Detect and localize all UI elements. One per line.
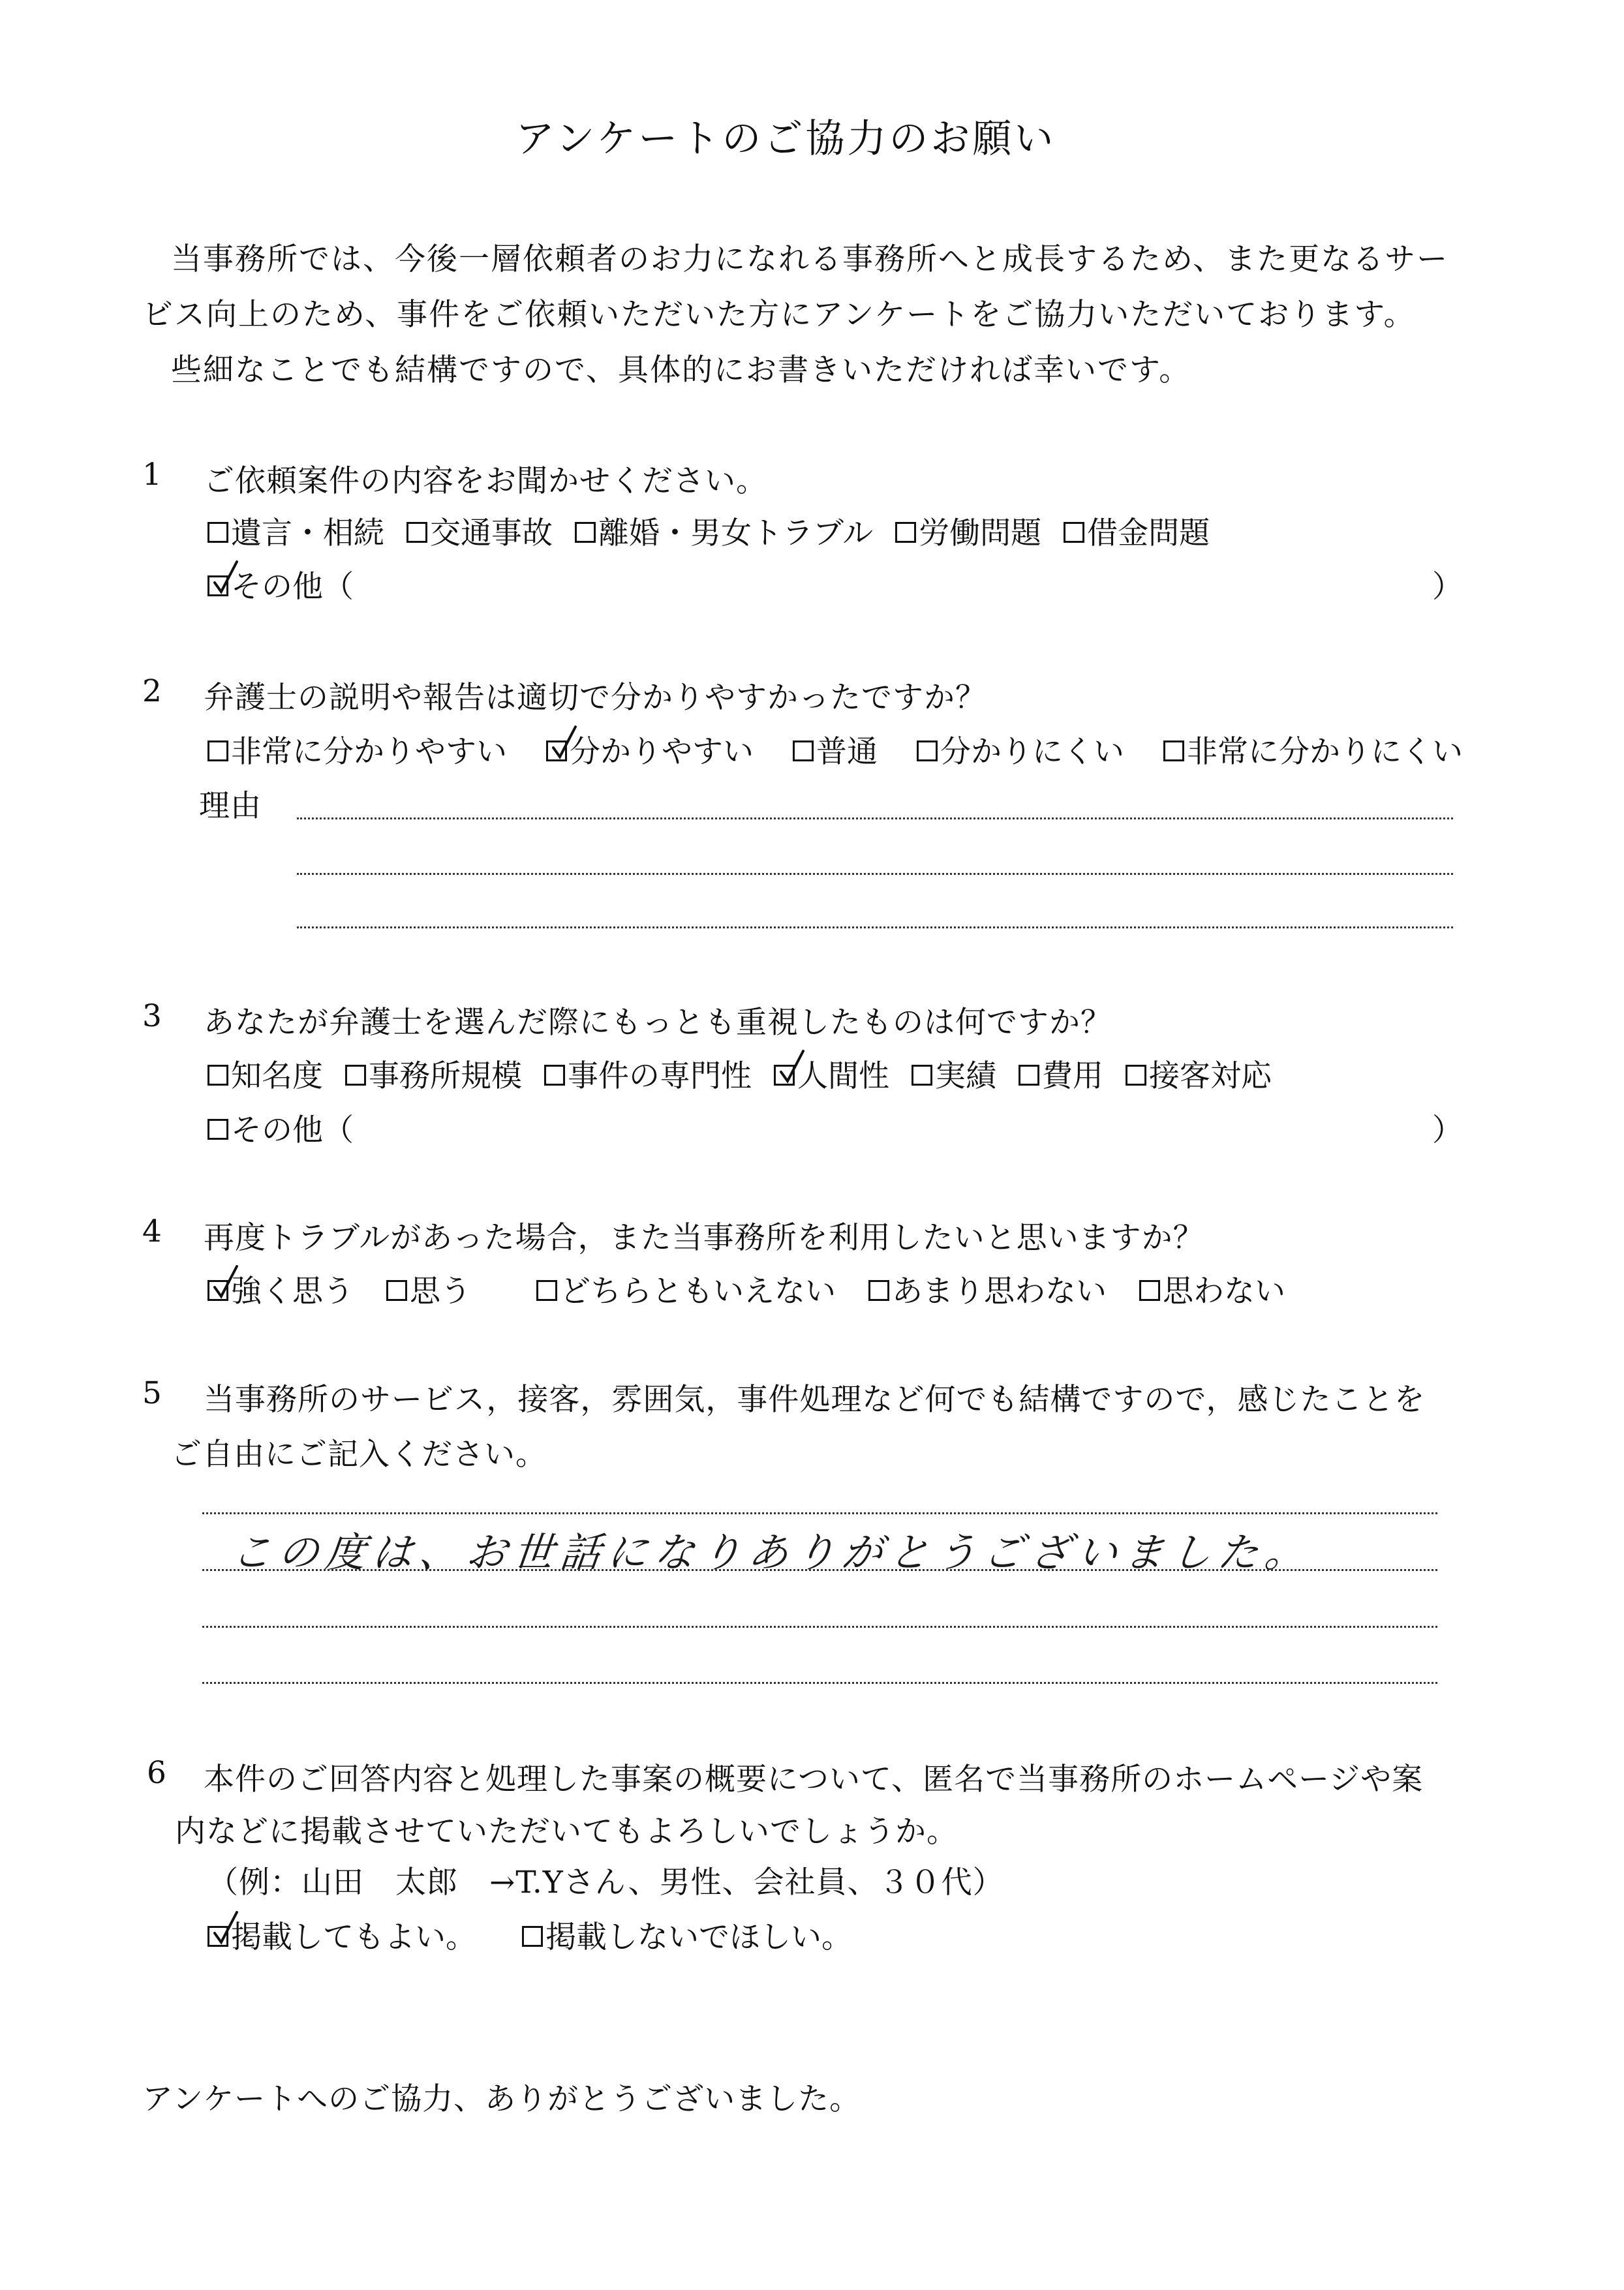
check-mark-icon xyxy=(778,1050,804,1084)
q5-number: 5 xyxy=(142,1375,162,1411)
q2-number: 2 xyxy=(142,673,162,709)
checkbox[interactable] xyxy=(1163,740,1184,761)
q1-option-inheritance[interactable]: 遺言・相続 xyxy=(207,509,384,553)
check-mark-icon xyxy=(212,1265,238,1299)
q6-option-allow[interactable]: 掲載してもよい。 xyxy=(207,1913,476,1957)
q2-option-normal[interactable]: 普通 xyxy=(793,727,878,771)
checkbox-checked[interactable] xyxy=(207,575,228,596)
check-mark-icon xyxy=(212,560,238,594)
q1-option-debt[interactable]: 借金問題 xyxy=(1064,509,1210,553)
checkbox[interactable] xyxy=(575,522,596,543)
q6-option-deny[interactable]: 掲載しないでほしい。 xyxy=(522,1913,852,1957)
q3-option-results[interactable]: 実績 xyxy=(912,1052,996,1095)
q5-handwritten-answer: この度は、お世話になりありがとうございました。 xyxy=(228,1529,1315,1576)
closing-message: アンケートへのご協力、ありがとうございました。 xyxy=(142,2081,861,2117)
q6-number: 6 xyxy=(147,1755,166,1791)
check-mark-icon xyxy=(551,725,577,759)
q1-option-labor[interactable]: 労働問題 xyxy=(895,509,1041,553)
q3-option-cost[interactable]: 費用 xyxy=(1019,1052,1103,1095)
q1-other-close: ） xyxy=(1432,569,1463,605)
checkbox[interactable] xyxy=(207,1065,228,1086)
q1-question: ご依頼案件の内容をお聞かせください。 xyxy=(204,463,767,499)
q6-options xyxy=(207,1913,852,1957)
q2-question: 弁護士の説明や報告は適切で分かりやすかったですか？ xyxy=(204,680,987,716)
checkbox[interactable] xyxy=(207,740,228,761)
q2-reason-line-2[interactable] xyxy=(297,873,1453,875)
q2-option-very-unclear[interactable]: 非常に分かりにくい xyxy=(1163,727,1463,771)
intro-line-2: ビス向上のため、事件をご依頼いただいた方にアンケートをご協力いただいております。 xyxy=(142,297,1416,333)
q3-number: 3 xyxy=(142,998,162,1034)
q2-option-very-clear[interactable]: 非常に分かりやすい xyxy=(207,727,507,771)
q2-option-unclear[interactable]: 分かりにくい xyxy=(917,727,1124,771)
checkbox[interactable] xyxy=(406,522,427,543)
q3-options xyxy=(207,1052,1272,1095)
checkbox[interactable] xyxy=(522,1926,543,1947)
q2-reason-line-1[interactable] xyxy=(297,817,1453,819)
q2-option-clear[interactable]: 分かりやすい xyxy=(546,727,754,771)
q5-question: 当事務所のサービス，接客，雰囲気，事件処理など何でも結構ですので，感じたことを xyxy=(204,1382,1426,1418)
q3-option-service[interactable]: 接客対応 xyxy=(1126,1052,1272,1095)
checkbox-checked[interactable] xyxy=(774,1065,795,1086)
checkbox[interactable] xyxy=(793,740,814,761)
intro-line-3: 些細なことでも結構ですので、具体的にお書きいただければ幸いです。 xyxy=(171,352,1191,388)
q4-option-strongly-yes[interactable]: 強く思う xyxy=(207,1267,354,1311)
intro-line-1: 当事務所では、今後一層依頼者のお力になれる事務所へと成長するため、また更なるサー xyxy=(171,241,1449,277)
q1-option-other[interactable]: その他（ xyxy=(207,562,354,606)
checkbox[interactable] xyxy=(1019,1065,1039,1086)
q3-option-personality[interactable]: 人間性 xyxy=(774,1052,889,1095)
q5-answer-line-1[interactable] xyxy=(202,1512,1437,1514)
q5-answer-line-4[interactable] xyxy=(202,1682,1437,1684)
checkbox[interactable] xyxy=(1064,522,1084,543)
q5-answer-line-3[interactable] xyxy=(202,1626,1437,1628)
checkbox[interactable] xyxy=(1126,1065,1146,1086)
q4-option-not-really[interactable]: あまり思わない xyxy=(868,1267,1107,1311)
q2-reason-line-3[interactable] xyxy=(297,926,1453,928)
q1-number: 1 xyxy=(142,457,162,493)
checkbox[interactable] xyxy=(868,1280,889,1301)
checkbox-checked[interactable] xyxy=(207,1280,228,1301)
checkbox[interactable] xyxy=(207,1119,228,1140)
q4-option-neutral[interactable]: どちらともいえない xyxy=(536,1267,836,1311)
checkbox[interactable] xyxy=(345,1065,366,1086)
checkbox[interactable] xyxy=(207,522,228,543)
checkbox[interactable] xyxy=(386,1280,407,1301)
checkbox-checked[interactable] xyxy=(546,740,567,761)
q5-answer-line-2[interactable] xyxy=(202,1569,1437,1571)
q3-other-close: ） xyxy=(1432,1112,1463,1148)
checkbox-checked[interactable] xyxy=(207,1926,228,1947)
q4-option-yes[interactable]: 思う xyxy=(386,1267,471,1311)
q1-option-divorce[interactable]: 離婚・男女トラブル xyxy=(575,509,873,553)
q3-question: あなたが弁護士を選んだ際にもっとも重視したものは何ですか？ xyxy=(204,1005,1112,1041)
q2-options xyxy=(207,727,1463,771)
q1-options xyxy=(207,509,1210,553)
q3-option-expertise[interactable]: 事件の専門性 xyxy=(544,1052,752,1095)
q6-example: （例：山田 太郎 →T.Yさん、男性、会社員、３０代） xyxy=(207,1865,1004,1901)
q3-option-other[interactable]: その他（ xyxy=(207,1106,354,1150)
checkbox[interactable] xyxy=(912,1065,932,1086)
q3-option-size[interactable]: 事務所規模 xyxy=(345,1052,522,1095)
q1-option-traffic[interactable]: 交通事故 xyxy=(406,509,553,553)
checkbox[interactable] xyxy=(1139,1280,1160,1301)
q4-number: 4 xyxy=(142,1214,162,1249)
q4-option-no[interactable]: 思わない xyxy=(1139,1267,1285,1311)
q4-question: 再度トラブルがあった場合，また当事務所を利用したいと思いますか？ xyxy=(204,1220,1204,1256)
q6-question: 本件のご回答内容と処理した事案の概要について、匿名で当事務所のホームページや案 xyxy=(204,1762,1424,1797)
checkbox[interactable] xyxy=(544,1065,565,1086)
checkbox[interactable] xyxy=(895,522,916,543)
q6-question-line-2: 内などに掲載させていただいてもよろしいでしょうか。 xyxy=(175,1814,958,1850)
q2-reason-label: 理由 xyxy=(199,788,262,824)
q3-option-fame[interactable]: 知名度 xyxy=(207,1052,323,1095)
q5-question-line-2: ご自由にご記入ください。 xyxy=(171,1437,547,1473)
checkbox[interactable] xyxy=(536,1280,557,1301)
checkbox[interactable] xyxy=(917,740,938,761)
check-mark-icon xyxy=(212,1911,238,1945)
q4-options xyxy=(207,1267,1285,1311)
page-title: アンケートのご協力のお願い xyxy=(515,116,1056,162)
